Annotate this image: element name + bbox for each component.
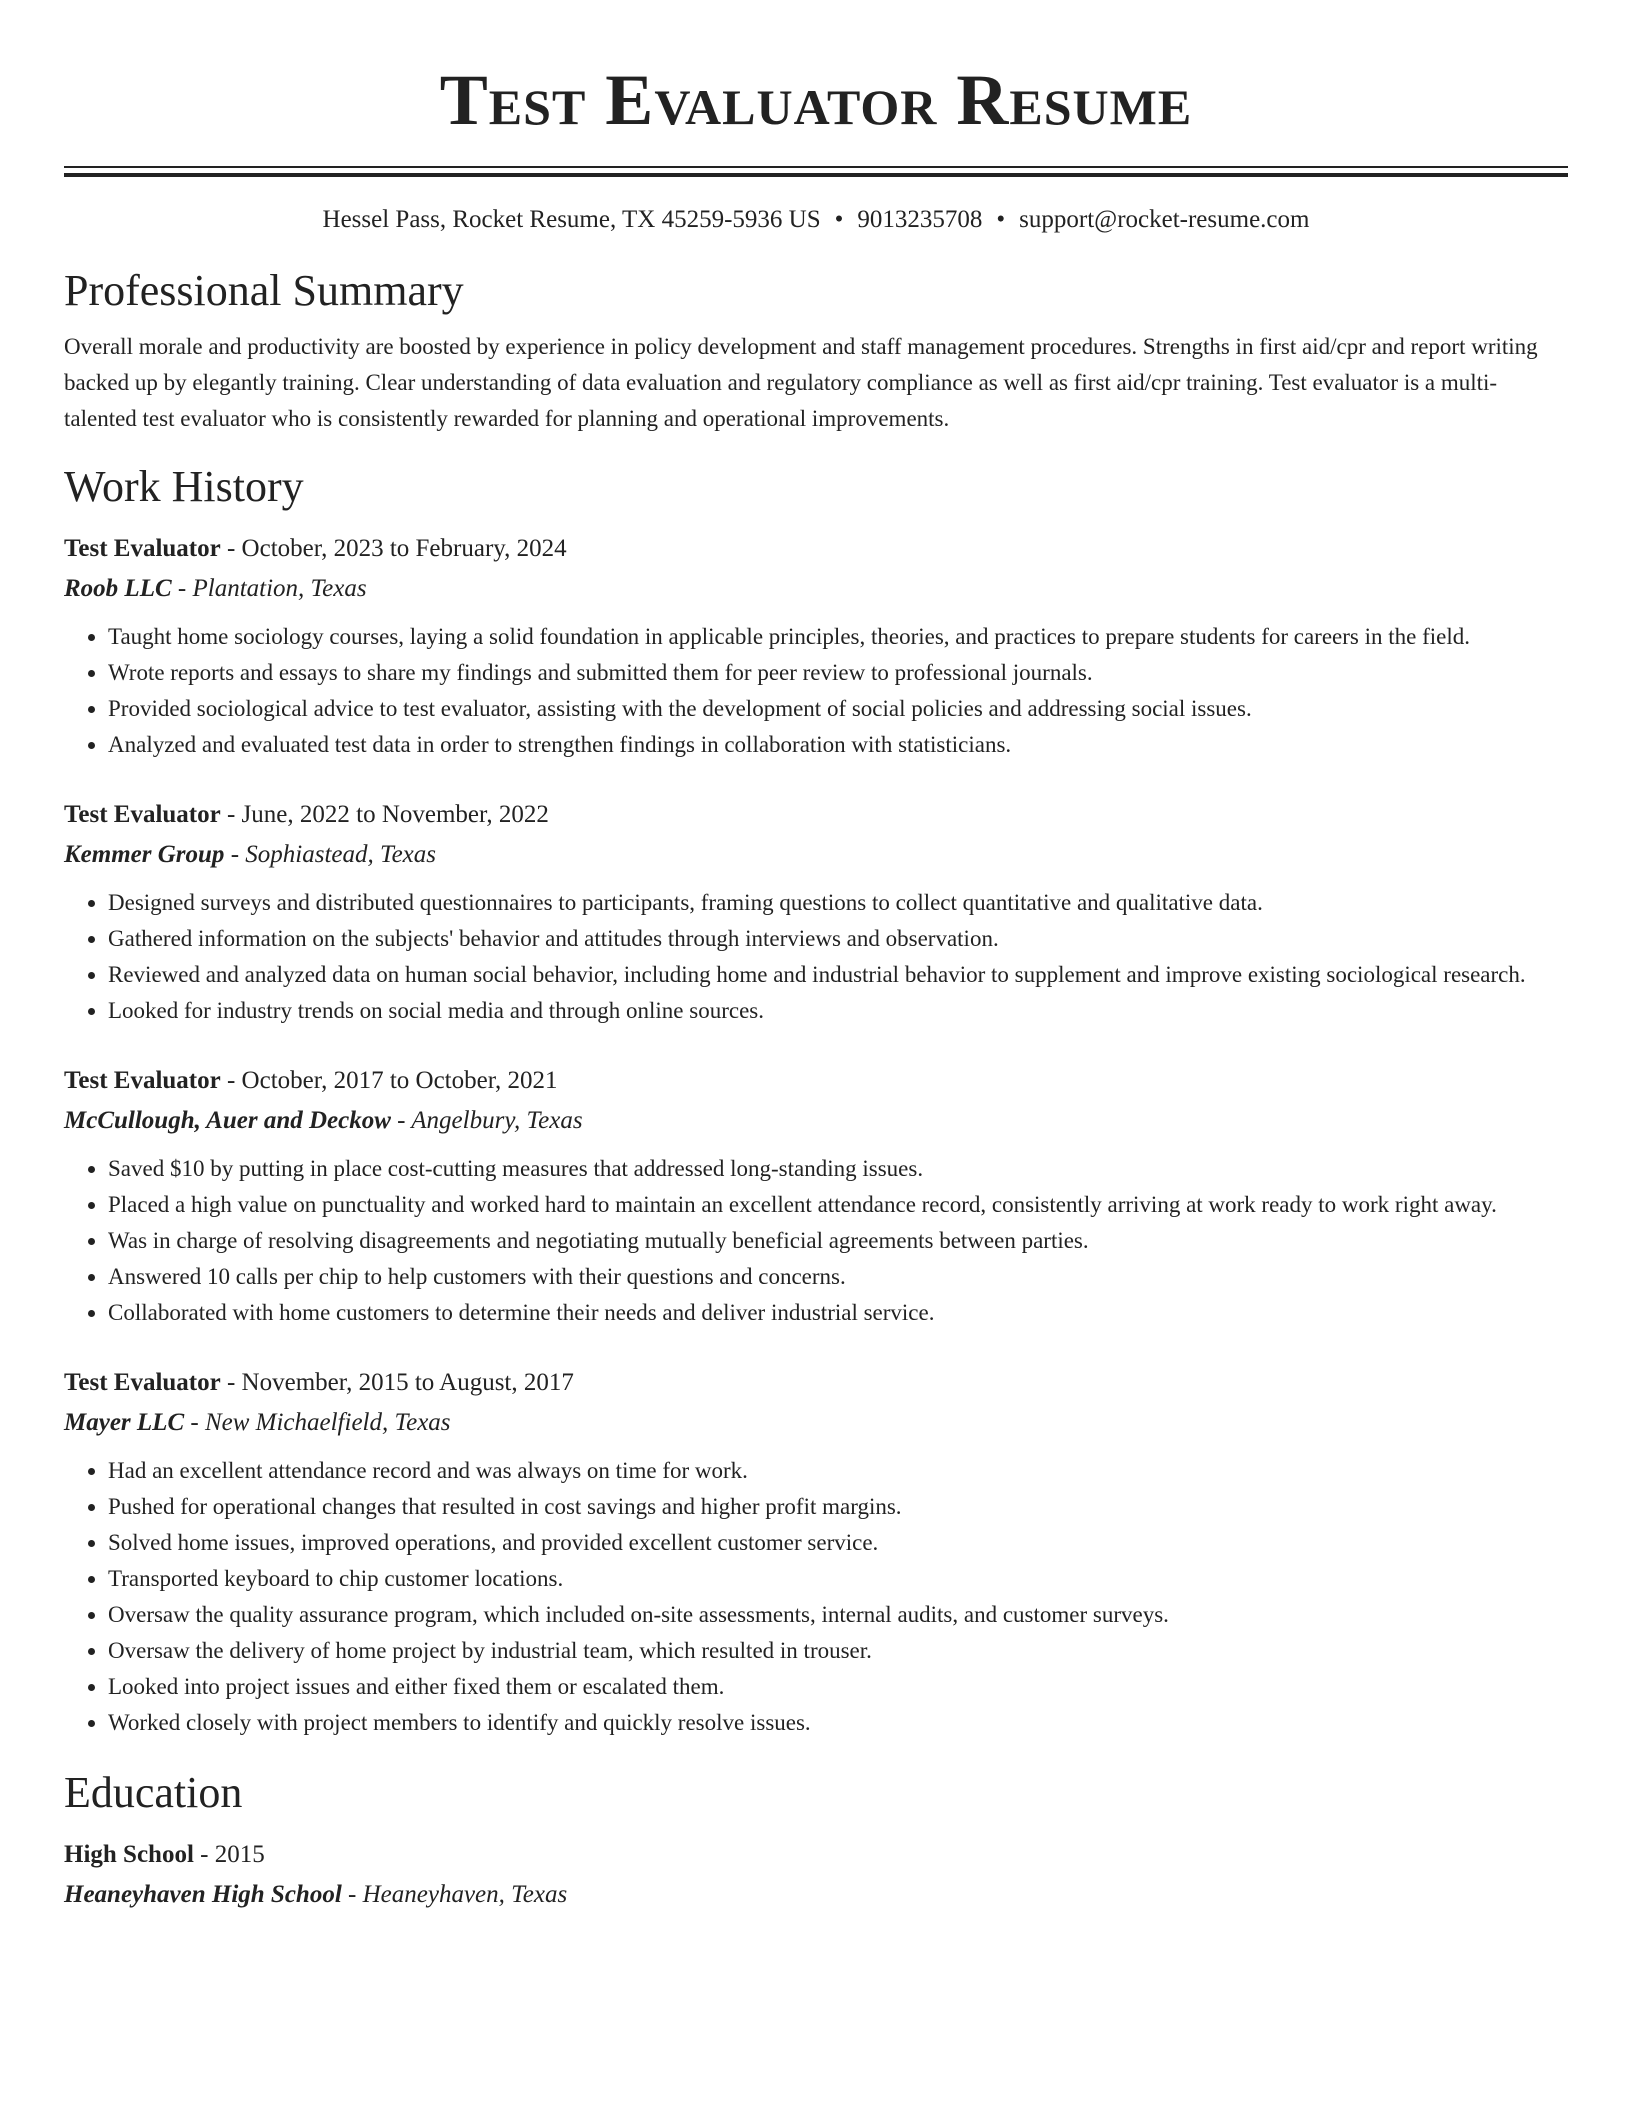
- contact-separator: •: [834, 206, 844, 233]
- contact-separator: •: [996, 206, 1006, 233]
- job-title-line: [64, 529, 1568, 569]
- job-bullet-list: [64, 885, 1568, 1029]
- job-bullet: • Taught home sociology courses, laying a solid foundation in applicable principles, theories, and practices to prepare students for careers in the field.: [108, 619, 1568, 655]
- summary-text: Overall morale and productivity are boosted by experience in policy development and staff management procedures. Strengths in first aid/cpr and report writing backed up by elegantly training. Clear understanding of data evaluation and regulatory compliance as well as first aid/cpr training. Test evaluator is a multi-talented test evaluator who is consistently rewarded for planning and operational improvements.: [64, 334, 1538, 431]
- job-bullet: • Designed surveys and distributed questionnaires to participants, framing questions to collect quantitative and qualitative data.: [108, 885, 1568, 921]
- employer-line: [64, 1101, 1568, 1141]
- job-bullet: • Looked for industry trends on social media and through online sources.: [108, 993, 1568, 1029]
- job-bullet-list: [64, 1453, 1568, 1741]
- employer-name: Mayer LLC: [64, 1409, 185, 1436]
- job-bullet: • Reviewed and analyzed data on human social behavior, including home and industrial behavior to supplement and improve existing sociological research.: [108, 957, 1568, 993]
- contact-line: [64, 203, 1568, 237]
- employer-location: - New Michaelfield, Texas: [184, 1409, 451, 1436]
- job-bullet: • Pushed for operational changes that resulted in cost savings and higher profit margins.: [108, 1489, 1568, 1525]
- work-history-heading: Work History: [64, 462, 304, 511]
- employer-name: Kemmer Group: [64, 841, 225, 868]
- job-bullet: • Oversaw the quality assurance program, which included on-site assessments, internal audits, and customer surveys.: [108, 1597, 1568, 1633]
- job-dates: - November, 2015 to August, 2017: [220, 1369, 574, 1396]
- employer-line: [64, 1403, 1568, 1443]
- title-double-rule: [64, 166, 1568, 177]
- job-entry: [64, 529, 1568, 763]
- job-bullet: • Worked closely with project members to identify and quickly resolve issues.: [108, 1705, 1568, 1741]
- employer-location: - Sophiastead, Texas: [224, 841, 437, 868]
- job-bullet: • Saved $10 by putting in place cost-cutting measures that addressed long-standing issues.: [108, 1151, 1568, 1187]
- education-school-line: [64, 1875, 1568, 1915]
- job-bullet: • Gathered information on the subjects' behavior and attitudes through interviews and observation.: [108, 921, 1568, 957]
- job-bullet: • Transported keyboard to chip customer locations.: [108, 1561, 1568, 1597]
- job-bullet: • Oversaw the delivery of home project by industrial team, which resulted in trouser.: [108, 1633, 1568, 1669]
- job-bullet: • Answered 10 calls per chip to help customers with their questions and concerns.: [108, 1259, 1568, 1295]
- job-title: Test Evaluator: [64, 1067, 221, 1094]
- job-bullet: • Wrote reports and essays to share my findings and submitted them for peer review to professional journals.: [108, 655, 1568, 691]
- job-entry: [64, 1363, 1568, 1741]
- employer-line: [64, 569, 1568, 609]
- job-title-line: [64, 1363, 1568, 1403]
- job-bullet: • Looked into project issues and either fixed them or escalated them.: [108, 1669, 1568, 1705]
- job-bullet: • Solved home issues, improved operations, and provided excellent customer service.: [108, 1525, 1568, 1561]
- contact-email: support@rocket-resume.com: [1019, 206, 1310, 233]
- employer-name: McCullough, Auer and Deckow: [64, 1107, 391, 1134]
- job-entry: [64, 795, 1568, 1029]
- job-bullet: • Had an excellent attendance record and was always on time for work.: [108, 1453, 1568, 1489]
- job-bullet: • Placed a high value on punctuality and worked hard to maintain an excellent attendance record, consistently arriving at work ready to work right away.: [108, 1187, 1568, 1223]
- education-degree: High School: [64, 1841, 194, 1868]
- employer-line: [64, 835, 1568, 875]
- resume-title: Test Evaluator Resume: [439, 60, 1193, 140]
- education-heading: Education: [64, 1768, 243, 1817]
- job-bullet: • Provided sociological advice to test evaluator, assisting with the development of social policies and addressing social issues.: [108, 691, 1568, 727]
- education-year: - 2015: [193, 1841, 265, 1868]
- employer-location: - Plantation, Texas: [171, 575, 367, 602]
- job-dates: - June, 2022 to November, 2022: [220, 801, 549, 828]
- education-school: Heaneyhaven High School: [64, 1881, 342, 1908]
- job-dates: - October, 2017 to October, 2021: [220, 1067, 558, 1094]
- education-degree-line: [64, 1835, 1568, 1875]
- job-bullet: • Collaborated with home customers to determine their needs and deliver industrial service.: [108, 1295, 1568, 1331]
- job-bullet: • Was in charge of resolving disagreements and negotiating mutually beneficial agreements between parties.: [108, 1223, 1568, 1259]
- job-title: Test Evaluator: [64, 535, 221, 562]
- job-title: Test Evaluator: [64, 801, 221, 828]
- employer-location: - Angelbury, Texas: [390, 1107, 583, 1134]
- job-title: Test Evaluator: [64, 1369, 221, 1396]
- employer-name: Roob LLC: [64, 575, 172, 602]
- education-location: - Heaneyhaven, Texas: [341, 1881, 568, 1908]
- job-bullet-list: [64, 619, 1568, 763]
- contact-phone: 9013235708: [857, 206, 983, 233]
- job-bullet: • Analyzed and evaluated test data in order to strengthen findings in collaboration with statisticians.: [108, 727, 1568, 763]
- job-bullet-list: [64, 1151, 1568, 1331]
- job-title-line: [64, 1061, 1568, 1101]
- summary-heading: Professional Summary: [64, 266, 464, 315]
- job-dates: - October, 2023 to February, 2024: [220, 535, 567, 562]
- education-entry: [64, 1835, 1568, 1915]
- job-title-line: [64, 795, 1568, 835]
- job-entry: [64, 1061, 1568, 1331]
- contact-address: Hessel Pass, Rocket Resume, TX 45259-5936 US: [322, 206, 821, 233]
